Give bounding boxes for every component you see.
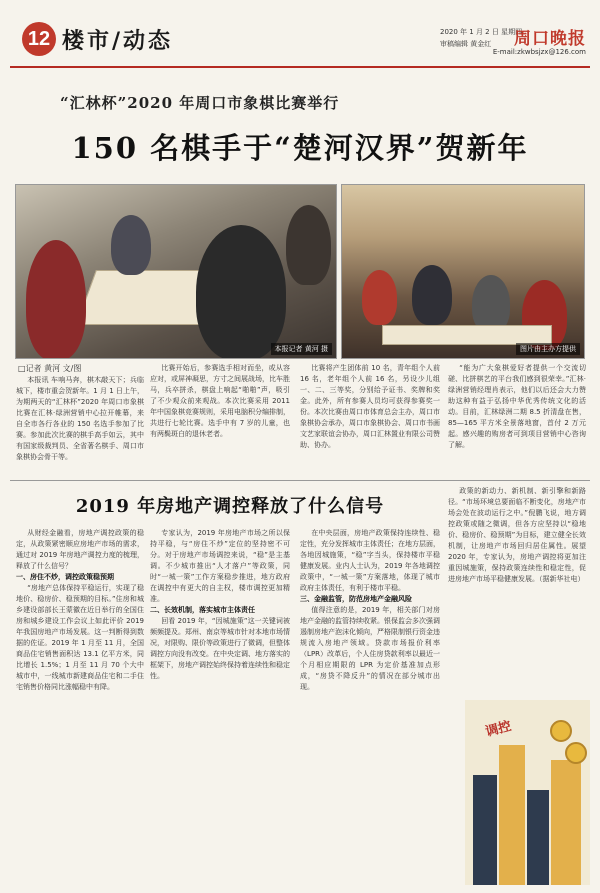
coin-icon bbox=[565, 742, 587, 764]
article2-column-3 bbox=[300, 528, 440, 886]
article1-paragraph: 比赛开始后，参赛选手相对而坐，或从容应对，或屏神凝思，方寸之间展战场，比车胜马，兵卒拼杀，棋盘上响起“啪啪”声，吸引了不少观众前来观战。本次比赛采用 2011 年中国象棋竞赛规则，采用电脑积分编排制，共进行七轮比赛。选手中有 7 岁的儿童，也有两鬓斑白的退休老者。 bbox=[150, 364, 290, 438]
issue-meta bbox=[440, 26, 522, 50]
article2-headline: 2019 年房地产调控释放了什么信号 bbox=[75, 496, 385, 517]
chess-match-photo bbox=[15, 184, 337, 359]
section-title: 楼市/动态 bbox=[62, 28, 174, 54]
article1-column-2 bbox=[150, 363, 290, 475]
editor-credit: 审稿编辑 黄金红 bbox=[440, 40, 492, 48]
article2-paragraph: 回看 2019 年，“因城施策”这一关键词被频频提及。郑州、南京等城市针对本地市场情况，对限购、限价等政策进行了微调，但整体调控方向没有改变。在中央定调、地方落实的框架下，房地产调控始终保持着连续性和稳定性。 bbox=[150, 617, 290, 680]
contact-email: E-mail:zkwbsjzx@126.com bbox=[492, 48, 586, 56]
newspaper-logo: 周口晚报 bbox=[514, 29, 586, 49]
article2-paragraph: “房地产总体保持平稳运行，实现了稳地价、稳房价、稳预期的目标。”住房和城乡建设部部长王蒙徽在近日举行的全国住房和城乡建设工作会议上如此评价 2019 年我国房地产市场发展。这一判断得到数据的佐证。2019 年 1 月至 11 月，全国商品住宅销售面积达 13.1 亿平方米，同比增长 1.5%；1 月至 11 月 70 个大中城市中，一线城市新建商品住宅和二手住宅销售价格同比涨幅稳中有降。 bbox=[16, 584, 144, 691]
article1-headline: 150 名棋手于“楚河汉界”贺新年 bbox=[71, 131, 529, 165]
player-figure bbox=[362, 270, 397, 325]
article2-subhead: 一、房住不炒，调控政策稳预期 bbox=[16, 573, 114, 581]
article1-column-3 bbox=[300, 363, 440, 475]
article2-paragraph: 政策的新动力、新机制、新引擎和新路径。“市场环境总要面临不断变化，房地产市场会处在波动运行之中。”倪鹏飞说，地方调控政策或随之微调，但各方应坚持以“稳地价、稳房价、稳预期”为目标，建立健全长效机制，让房地产市场回归居住属性。展望 2020 年，专家认为，房地产调控将更加注重因城施策，保持政策连续性和稳定性，促进房地产市场平稳健康发展。（据新华社电） bbox=[448, 487, 586, 583]
article2-paragraph: 从财经金融看，房地产调控政策的稳定，从政策紧密顺应房地产市场的需求，通过对 2019 年房地产调控力度的梳理，释放了什么信号？ bbox=[16, 529, 144, 570]
article2-paragraph: 在中央层面，房地产政策保持连续性、稳定性，充分发挥城市主体责任；在地方层面，各地因城施策，“稳”字当头，保持楼市平稳健康发展。业内人士认为，2019 年各地调控政策中，“一城一策”方案落地，体现了城市政府主体责任，有利于楼市平稳。 bbox=[300, 529, 440, 592]
photo2-caption: 图片由主办方提供 bbox=[516, 343, 580, 355]
article2-column-4 bbox=[448, 486, 586, 696]
player-figure bbox=[26, 240, 86, 359]
article2-paragraph: 值得注意的是，2019 年，相关部门对房地产金融的监管持续收紧。银保监会多次强调遏制房地产泡沫化倾向，严格限制银行资金违规流入房地产领域。贷款市场报价利率（LPR）改革后，个人住房贷款利率以最近一个月相应期限的 LPR 为定价基准加点形成，“房贷不降反升”的情况在部分城市出现。 bbox=[300, 606, 440, 691]
player-figure bbox=[196, 225, 286, 359]
building-graphic bbox=[527, 790, 549, 885]
building-graphic bbox=[473, 775, 497, 885]
section-divider bbox=[10, 480, 590, 481]
spectator-figure bbox=[111, 215, 151, 275]
issue-date: 2020 年 1 月 2 日 星期四 bbox=[440, 28, 523, 36]
article1-column-4 bbox=[448, 363, 586, 475]
page-header bbox=[10, 18, 590, 68]
tournament-hall-photo bbox=[341, 184, 585, 359]
table-row-graphic bbox=[382, 325, 552, 345]
article2-column-2 bbox=[150, 528, 290, 886]
article2-subhead: 二、长效机制，落实城市主体责任 bbox=[150, 606, 255, 614]
building-graphic bbox=[499, 745, 525, 885]
spectator-figure bbox=[286, 205, 331, 285]
player-figure bbox=[412, 265, 452, 325]
housing-illustration bbox=[465, 700, 590, 885]
article1-kicker: “汇林杯”2020 年周口市象棋比赛举行 bbox=[60, 94, 340, 112]
article2-paragraph: 专家认为，2019 年房地产市场之所以保持平稳，与“房住不炒”定位的坚持密不可分。对于房地产市场调控来说，“稳”是主基调。不少城市推出“人才落户”等政策，同时“一城一策”工作方案稳步推进，地方政府在调控中有更大的自主权，楼市调控更加精准。 bbox=[150, 529, 290, 603]
article1-paragraph: 本报讯 车响马奔，棋木敲天下；兵临城下，楼市重会贺新年。1 月 1 日上午，为期两天的“汇林杯”2020 年周口市象棋比赛在汇林·绿洲营销中心拉开帷幕，来自全市各行各业的 150 名选手参加了比赛。参加此次比赛的棋手高手如云，其中有国家级裁判员、全省著名棋手、周口市象棋协会骨干等。 bbox=[16, 376, 144, 461]
article2-subhead: 三、金融监管，防范房地产金融风险 bbox=[300, 595, 412, 603]
article2-column-1 bbox=[16, 528, 144, 886]
photo1-caption: 本报记者 黄河 摄 bbox=[271, 343, 332, 355]
article1-byline: □记者 黄河 文/图 bbox=[18, 364, 82, 373]
article1-column-1 bbox=[16, 375, 144, 475]
article1-paragraph: “能为广大象棋爱好者提供一个交流切磋、比拼棋艺的平台我们感到很荣幸。”汇林·绿洲营销经理肖表示，他们以后还会大力赞助这种有益于弘扬中华优秀传统文化的活动。目前，汇林绿洲二期 8.5 折清盘在售，85—165 平方米全景落地窗，首付 2 万元起。感兴趣的购房者可到项目营销中心咨询了解。 bbox=[448, 364, 586, 449]
page-number: 12 bbox=[22, 22, 56, 56]
coin-icon bbox=[550, 720, 572, 742]
building-graphic bbox=[551, 760, 581, 885]
illustration-label: 调控 bbox=[484, 718, 514, 741]
article1-paragraph: 比赛将产生团体前 10 名，青年组个人前 16 名，老年组个人前 16 名，另设少儿组一、二、三等奖，分别给予证书、奖牌和奖金。此外，所有参赛人员均可获得参赛奖一份。本次比赛由周口市体育总会主办，周口市象棋协会承办，周口市象棋协会、周口市书画文艺家联谊会协办，周口汇林置业有限公司赞助、协办。 bbox=[300, 364, 440, 449]
